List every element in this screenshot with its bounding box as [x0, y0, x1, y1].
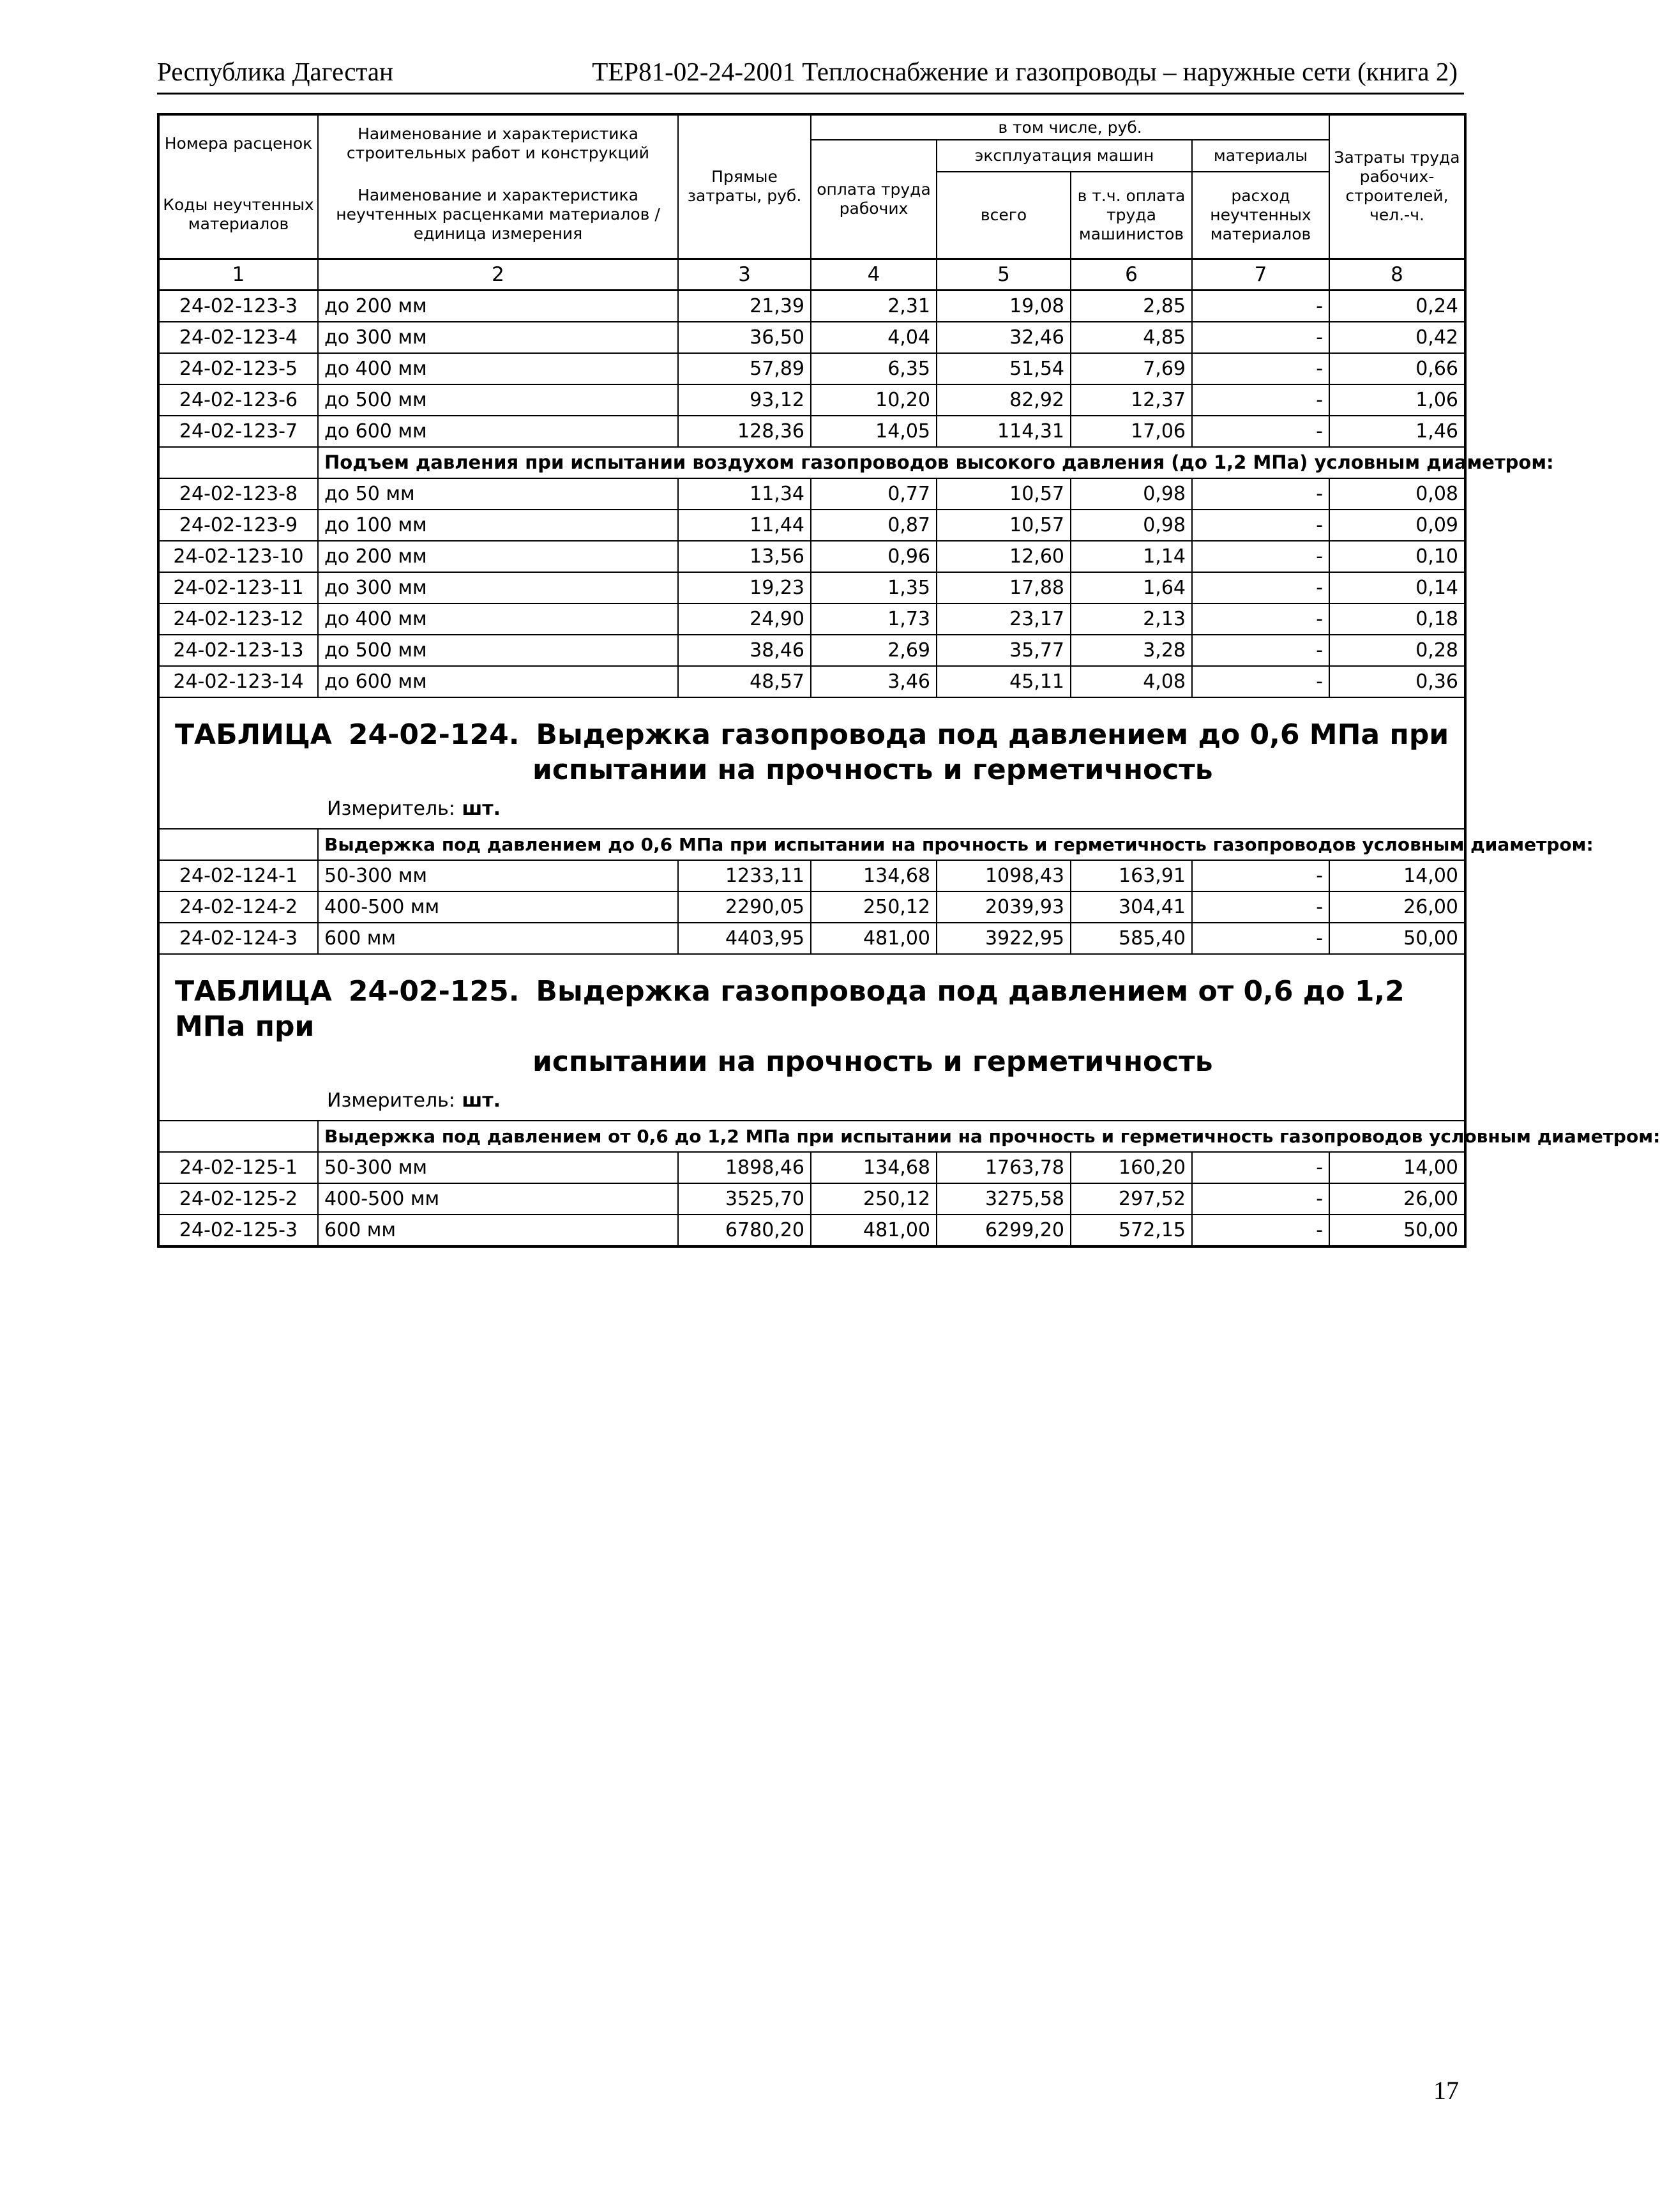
rate-name: до 200 мм — [318, 290, 678, 322]
machines-total: 51,54 — [937, 353, 1071, 384]
direct-costs: 36,50 — [678, 322, 811, 353]
table-title-line1: Выдержка газопровода под давлением до 0,6 МПа при — [536, 718, 1449, 751]
table-code: 24-02-124. — [348, 718, 520, 751]
rate-code: 24-02-125-1 — [158, 1152, 318, 1183]
table-row — [158, 635, 1465, 666]
rate-name: 50-300 мм — [318, 860, 678, 891]
rate-code: 24-02-125-3 — [158, 1215, 318, 1246]
col-work-name: Наименование и характеристика строительных работ и конструкций — [318, 114, 678, 172]
table-row — [158, 1152, 1465, 1183]
operator-pay: 4,08 — [1071, 666, 1192, 697]
section-heading: Выдержка под давлением от 0,6 до 1,2 МПа при испытании на прочность и герметичность газопроводов условным диаметром: — [318, 1121, 1465, 1152]
measure-label: Измеритель: — [327, 1089, 455, 1112]
worker-pay: 0,87 — [811, 510, 937, 541]
col-num: 4 — [811, 259, 937, 290]
table-125-measure — [160, 1079, 1464, 1120]
col-rate-numbers: Номера расценок — [158, 114, 318, 172]
table-row — [158, 541, 1465, 572]
machines-total: 114,31 — [937, 416, 1071, 447]
col-group-including: в том числе, руб. — [811, 114, 1329, 140]
operator-pay: 17,06 — [1071, 416, 1192, 447]
table-label: ТАБЛИЦА — [175, 974, 332, 1008]
column-numbers-row — [158, 259, 1465, 290]
rate-name: 400-500 мм — [318, 1183, 678, 1215]
labor-costs: 26,00 — [1329, 1183, 1465, 1215]
rate-name: 600 мм — [318, 923, 678, 954]
section-row — [158, 447, 1465, 478]
rate-code: 24-02-124-3 — [158, 923, 318, 954]
col-num: 6 — [1071, 259, 1192, 290]
col-group-materials: материалы — [1192, 140, 1329, 172]
operator-pay: 1,64 — [1071, 572, 1192, 603]
labor-costs: 50,00 — [1329, 1215, 1465, 1246]
col-num: 3 — [678, 259, 811, 290]
col-machines-total: всего — [937, 172, 1071, 259]
machines-total: 3922,95 — [937, 923, 1071, 954]
col-num: 7 — [1192, 259, 1329, 290]
table-row — [158, 1183, 1465, 1215]
operator-pay: 304,41 — [1071, 891, 1192, 923]
rate-name: до 50 мм — [318, 478, 678, 510]
operator-pay: 585,40 — [1071, 923, 1192, 954]
direct-costs: 2290,05 — [678, 891, 811, 923]
rate-code: 24-02-125-2 — [158, 1183, 318, 1215]
rate-code: 24-02-123-10 — [158, 541, 318, 572]
col-group-machines: эксплуатация машин — [937, 140, 1192, 172]
material-usage: - — [1192, 603, 1329, 635]
machines-total: 12,60 — [937, 541, 1071, 572]
rate-code: 24-02-123-8 — [158, 478, 318, 510]
header-left: Республика Дагестан — [157, 57, 393, 86]
table-row — [158, 891, 1465, 923]
labor-costs: 0,14 — [1329, 572, 1465, 603]
table-title-line2: испытании на прочность и герметичность — [532, 753, 1213, 786]
page-number: 17 — [1433, 2076, 1459, 2105]
worker-pay: 0,77 — [811, 478, 937, 510]
operator-pay: 3,28 — [1071, 635, 1192, 666]
worker-pay: 134,68 — [811, 1152, 937, 1183]
rate-code: 24-02-123-4 — [158, 322, 318, 353]
rate-code: 24-02-123-3 — [158, 290, 318, 322]
direct-costs: 1898,46 — [678, 1152, 811, 1183]
worker-pay: 134,68 — [811, 860, 937, 891]
col-labor-costs: Затраты труда рабочих-строителей, чел.-ч. — [1329, 114, 1465, 259]
rate-name: до 500 мм — [318, 384, 678, 416]
col-material-name: Наименование и характеристика неучтенных расценками материалов / единица измерения — [318, 172, 678, 259]
machines-total: 6299,20 — [937, 1215, 1071, 1246]
labor-costs: 0,42 — [1329, 322, 1465, 353]
material-usage: - — [1192, 1152, 1329, 1183]
worker-pay: 250,12 — [811, 891, 937, 923]
table-row — [158, 290, 1465, 322]
table-124-title-row — [158, 697, 1465, 829]
direct-costs: 6780,20 — [678, 1215, 811, 1246]
header-rule — [157, 93, 1464, 95]
header-right: ТЕР81-02-24-2001 Теплоснабжение и газопроводы – наружные сети (книга 2) — [592, 57, 1458, 86]
worker-pay: 0,96 — [811, 541, 937, 572]
table-label: ТАБЛИЦА — [175, 718, 332, 751]
machines-total: 19,08 — [937, 290, 1071, 322]
table-code: 24-02-125. — [348, 974, 520, 1008]
table-row — [158, 860, 1465, 891]
rate-name: до 400 мм — [318, 603, 678, 635]
measure-value: шт. — [462, 797, 501, 820]
labor-costs: 0,24 — [1329, 290, 1465, 322]
col-material-usage: расход неучтенных материалов — [1192, 172, 1329, 259]
worker-pay: 481,00 — [811, 923, 937, 954]
section-row — [158, 829, 1465, 860]
section-heading: Выдержка под давлением до 0,6 МПа при испытании на прочность и герметичность газопроводов условным диаметром: — [318, 829, 1465, 860]
rate-code: 24-02-123-12 — [158, 603, 318, 635]
worker-pay: 481,00 — [811, 1215, 937, 1246]
labor-costs: 0,18 — [1329, 603, 1465, 635]
worker-pay: 14,05 — [811, 416, 937, 447]
direct-costs: 21,39 — [678, 290, 811, 322]
col-worker-pay: оплата труда рабочих — [811, 140, 937, 259]
operator-pay: 4,85 — [1071, 322, 1192, 353]
material-usage: - — [1192, 322, 1329, 353]
rate-name: 50-300 мм — [318, 1152, 678, 1183]
rate-code: 24-02-123-7 — [158, 416, 318, 447]
operator-pay: 7,69 — [1071, 353, 1192, 384]
table-row — [158, 384, 1465, 416]
table-125-title — [160, 955, 1464, 1079]
operator-pay: 2,13 — [1071, 603, 1192, 635]
rate-name: до 300 мм — [318, 322, 678, 353]
labor-costs: 0,10 — [1329, 541, 1465, 572]
table-row — [158, 666, 1465, 697]
operator-pay: 163,91 — [1071, 860, 1192, 891]
machines-total: 32,46 — [937, 322, 1071, 353]
direct-costs: 4403,95 — [678, 923, 811, 954]
material-usage: - — [1192, 478, 1329, 510]
material-usage: - — [1192, 416, 1329, 447]
material-usage: - — [1192, 353, 1329, 384]
worker-pay: 4,04 — [811, 322, 937, 353]
material-usage: - — [1192, 510, 1329, 541]
col-num: 2 — [318, 259, 678, 290]
table-124-title — [160, 698, 1464, 787]
col-material-codes: Коды неучтенных материалов — [158, 172, 318, 259]
rate-code: 24-02-123-13 — [158, 635, 318, 666]
measure-value: шт. — [462, 1089, 501, 1112]
labor-costs: 1,06 — [1329, 384, 1465, 416]
direct-costs: 1233,11 — [678, 860, 811, 891]
rate-code: 24-02-123-9 — [158, 510, 318, 541]
machines-total: 1098,43 — [937, 860, 1071, 891]
machines-total: 82,92 — [937, 384, 1071, 416]
direct-costs: 48,57 — [678, 666, 811, 697]
direct-costs: 128,36 — [678, 416, 811, 447]
operator-pay: 297,52 — [1071, 1183, 1192, 1215]
worker-pay: 250,12 — [811, 1183, 937, 1215]
col-num: 8 — [1329, 259, 1465, 290]
direct-costs: 11,34 — [678, 478, 811, 510]
table-row — [158, 322, 1465, 353]
direct-costs: 57,89 — [678, 353, 811, 384]
machines-total: 3275,58 — [937, 1183, 1071, 1215]
direct-costs: 93,12 — [678, 384, 811, 416]
machines-total: 1763,78 — [937, 1152, 1071, 1183]
machines-total: 17,88 — [937, 572, 1071, 603]
table-124-measure — [160, 787, 1464, 828]
labor-costs: 0,66 — [1329, 353, 1465, 384]
table-row — [158, 353, 1465, 384]
table-row — [158, 923, 1465, 954]
rate-name: 400-500 мм — [318, 891, 678, 923]
material-usage: - — [1192, 384, 1329, 416]
direct-costs: 24,90 — [678, 603, 811, 635]
material-usage: - — [1192, 1215, 1329, 1246]
machines-total: 45,11 — [937, 666, 1071, 697]
labor-costs: 1,46 — [1329, 416, 1465, 447]
rate-name: до 400 мм — [318, 353, 678, 384]
rate-code: 24-02-124-1 — [158, 860, 318, 891]
rate-code: 24-02-123-11 — [158, 572, 318, 603]
section-row — [158, 1121, 1465, 1152]
rate-code: 24-02-123-14 — [158, 666, 318, 697]
table-title-line1: Выдержка газопровода под давлением от 0,6 до 1,2 МПа при — [175, 974, 1405, 1043]
worker-pay: 10,20 — [811, 384, 937, 416]
labor-costs: 50,00 — [1329, 923, 1465, 954]
table-row — [158, 416, 1465, 447]
worker-pay: 1,35 — [811, 572, 937, 603]
operator-pay: 1,14 — [1071, 541, 1192, 572]
operator-pay: 0,98 — [1071, 510, 1192, 541]
worker-pay: 3,46 — [811, 666, 937, 697]
labor-costs: 0,36 — [1329, 666, 1465, 697]
operator-pay: 12,37 — [1071, 384, 1192, 416]
table-title-line2: испытании на прочность и герметичность — [532, 1045, 1213, 1078]
operator-pay: 0,98 — [1071, 478, 1192, 510]
direct-costs: 19,23 — [678, 572, 811, 603]
material-usage: - — [1192, 635, 1329, 666]
table-row — [158, 603, 1465, 635]
col-num: 5 — [937, 259, 1071, 290]
worker-pay: 6,35 — [811, 353, 937, 384]
price-table — [157, 113, 1660, 1248]
material-usage: - — [1192, 572, 1329, 603]
operator-pay: 160,20 — [1071, 1152, 1192, 1183]
col-num: 1 — [158, 259, 318, 290]
material-usage: - — [1192, 860, 1329, 891]
rate-name: до 600 мм — [318, 666, 678, 697]
labor-costs: 14,00 — [1329, 1152, 1465, 1183]
rate-code: 24-02-123-5 — [158, 353, 318, 384]
worker-pay: 2,69 — [811, 635, 937, 666]
table-125-title-row — [158, 954, 1465, 1121]
labor-costs: 0,28 — [1329, 635, 1465, 666]
direct-costs: 3525,70 — [678, 1183, 811, 1215]
machines-total: 35,77 — [937, 635, 1071, 666]
worker-pay: 2,31 — [811, 290, 937, 322]
direct-costs: 38,46 — [678, 635, 811, 666]
rate-name: до 600 мм — [318, 416, 678, 447]
labor-costs: 0,08 — [1329, 478, 1465, 510]
rate-code: 24-02-124-2 — [158, 891, 318, 923]
material-usage: - — [1192, 666, 1329, 697]
measure-label: Измеритель: — [327, 797, 455, 820]
worker-pay: 1,73 — [811, 603, 937, 635]
labor-costs: 26,00 — [1329, 891, 1465, 923]
operator-pay: 572,15 — [1071, 1215, 1192, 1246]
table-row — [158, 510, 1465, 541]
labor-costs: 14,00 — [1329, 860, 1465, 891]
rate-code: 24-02-123-6 — [158, 384, 318, 416]
direct-costs: 13,56 — [678, 541, 811, 572]
col-direct-costs: Прямые затраты, руб. — [678, 114, 811, 259]
section-heading: Подъем давления при испытании воздухом газопроводов высокого давления (до 1,2 МПа) условным диаметром: — [318, 447, 1465, 478]
col-operator-pay: в т.ч. оплата труда машинистов — [1071, 172, 1192, 259]
rate-name: до 100 мм — [318, 510, 678, 541]
rate-name: до 200 мм — [318, 541, 678, 572]
material-usage: - — [1192, 1183, 1329, 1215]
labor-costs: 0,09 — [1329, 510, 1465, 541]
table-row — [158, 478, 1465, 510]
machines-total: 10,57 — [937, 478, 1071, 510]
rate-name: до 500 мм — [318, 635, 678, 666]
material-usage: - — [1192, 923, 1329, 954]
rate-name: до 300 мм — [318, 572, 678, 603]
table-row — [158, 572, 1465, 603]
operator-pay: 2,85 — [1071, 290, 1192, 322]
machines-total: 2039,93 — [937, 891, 1071, 923]
machines-total: 10,57 — [937, 510, 1071, 541]
rate-name: 600 мм — [318, 1215, 678, 1246]
material-usage: - — [1192, 891, 1329, 923]
table-row — [158, 1215, 1465, 1246]
machines-total: 23,17 — [937, 603, 1071, 635]
material-usage: - — [1192, 290, 1329, 322]
material-usage: - — [1192, 541, 1329, 572]
direct-costs: 11,44 — [678, 510, 811, 541]
